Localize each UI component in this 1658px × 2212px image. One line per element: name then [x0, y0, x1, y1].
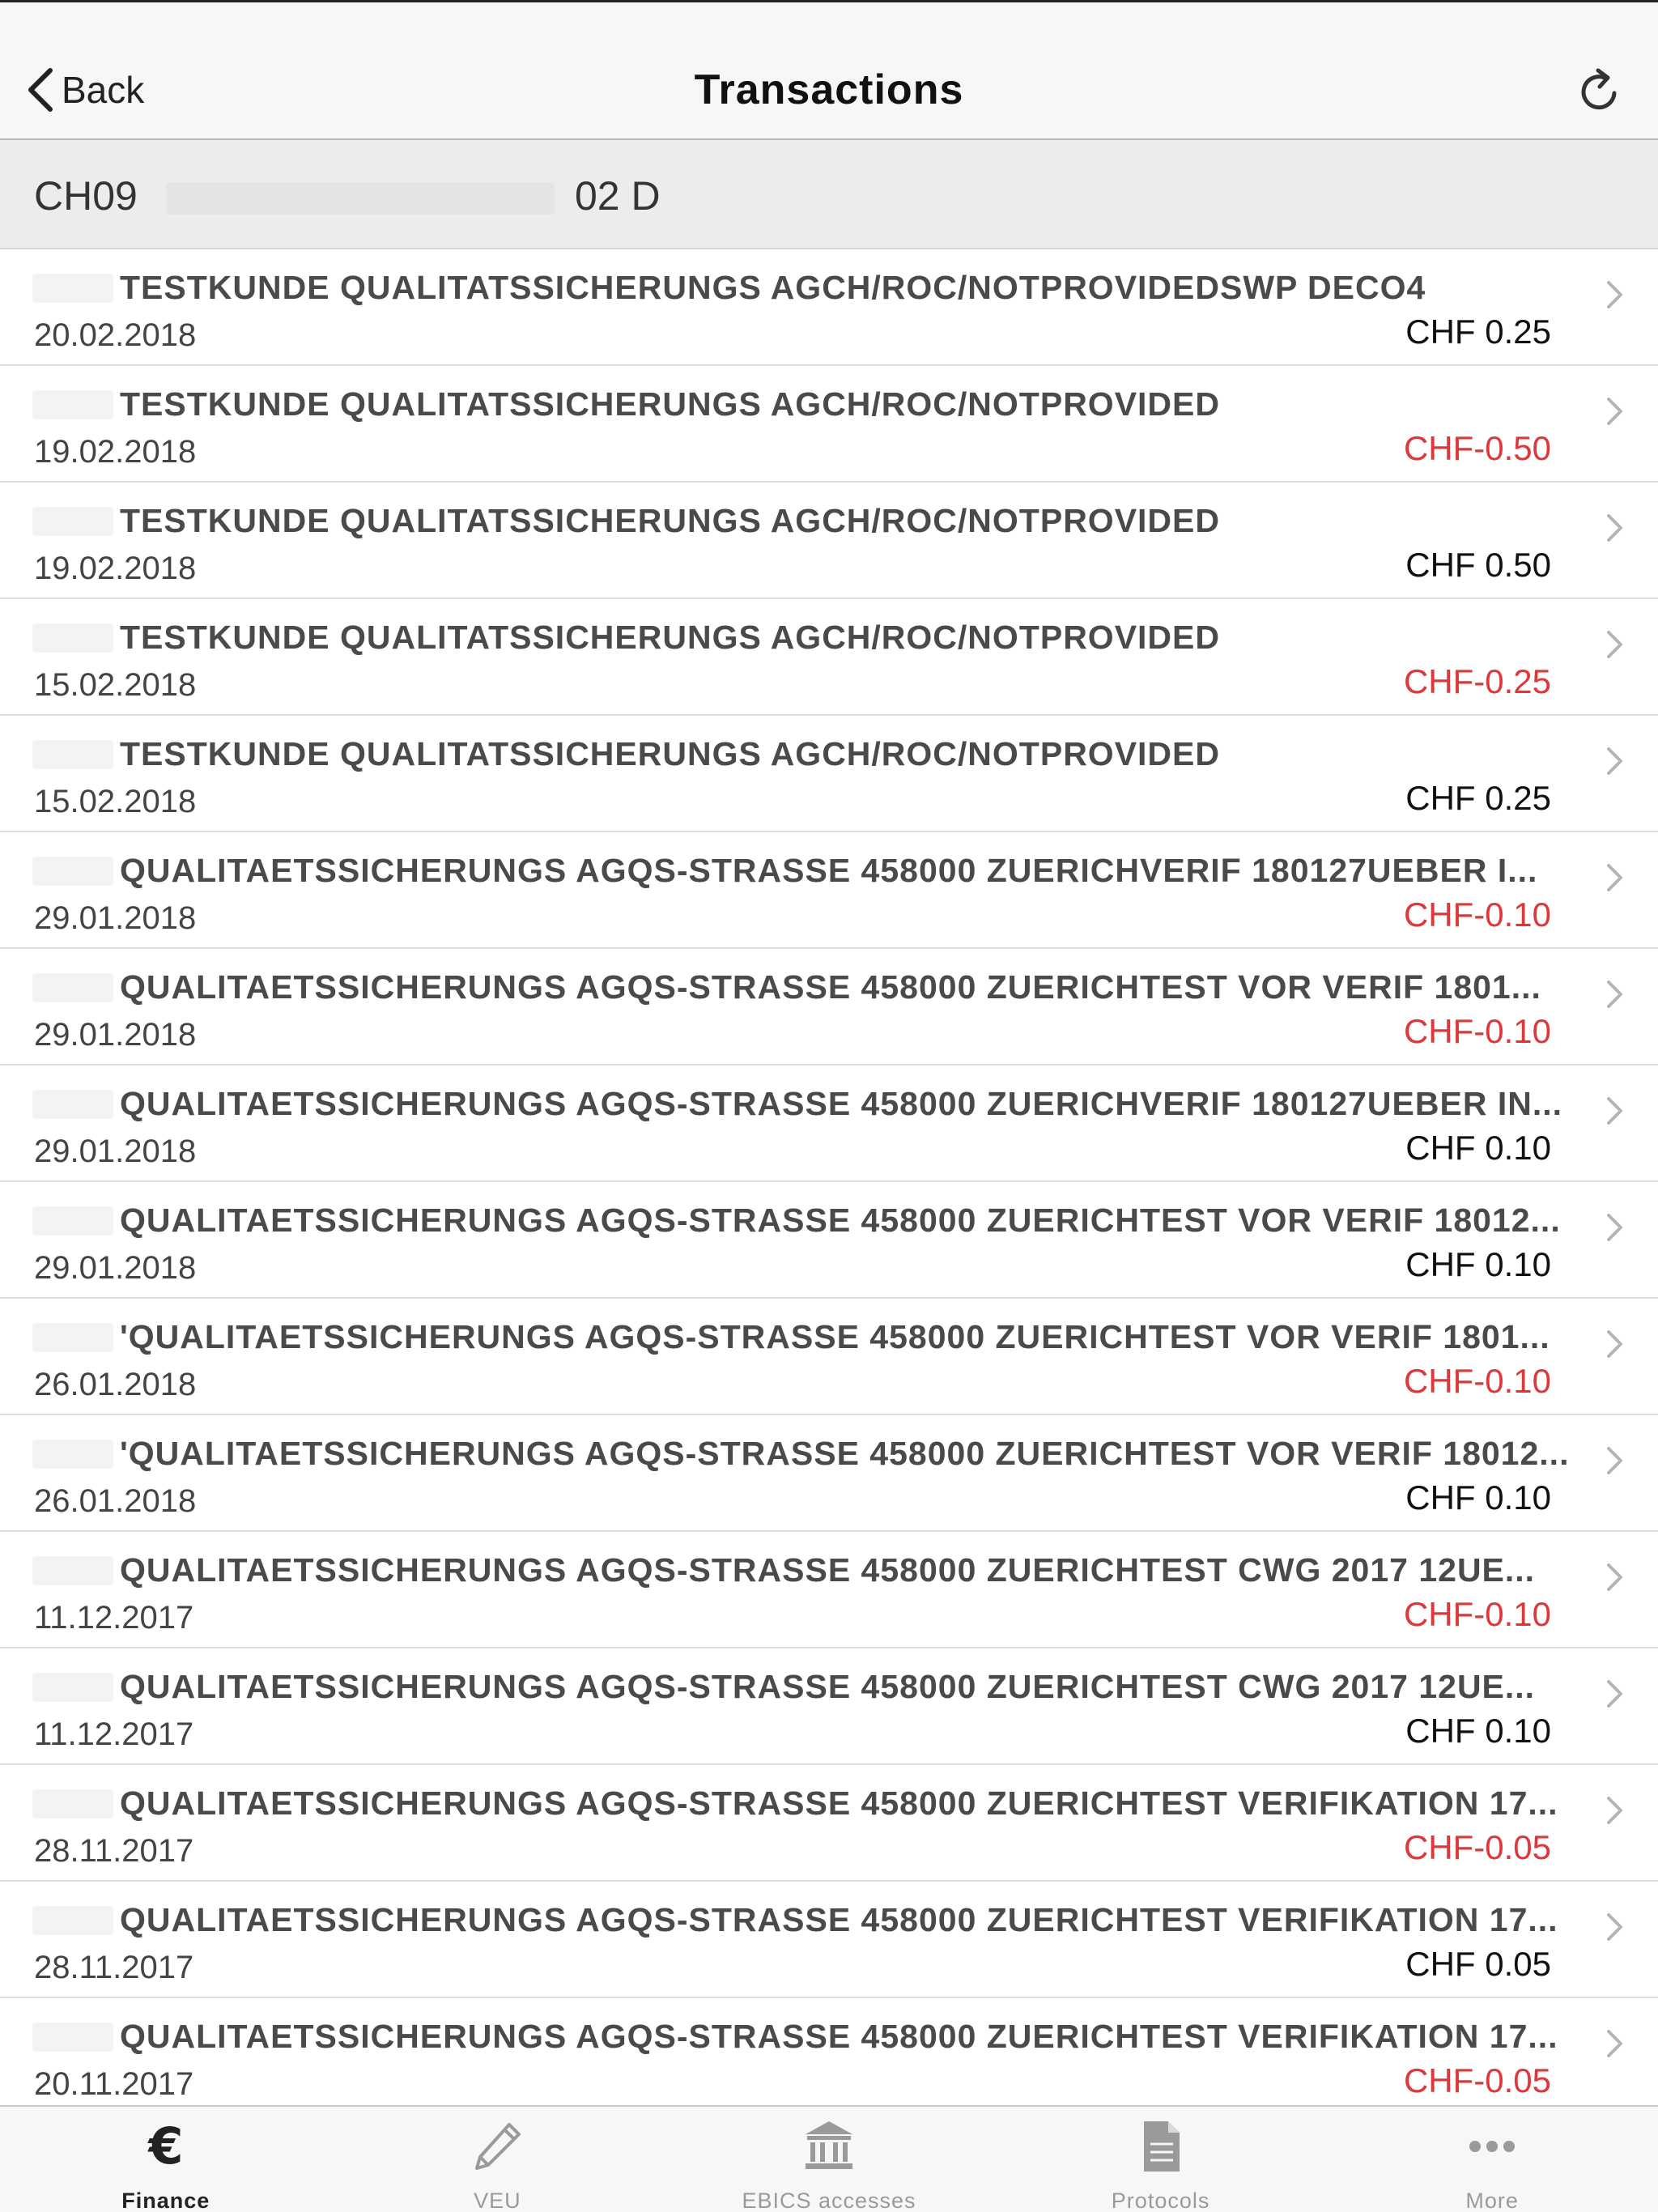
chevron-right-icon	[1605, 512, 1626, 544]
transaction-row[interactable]	[0, 366, 1658, 483]
transaction-amount: CHF-0.10	[1403, 1595, 1551, 1633]
tab-label: Finance	[121, 2189, 210, 2212]
transaction-row[interactable]	[0, 1182, 1658, 1299]
transaction-description: QUALITAETSSICHERUNGS AGQS-STRASSE 458000 ZUERICHTEST VOR VERIF 18012...	[120, 1202, 1561, 1239]
transaction-date: 29.01.2018	[34, 1017, 197, 1053]
transaction-row[interactable]	[0, 949, 1658, 1066]
transaction-row[interactable]	[0, 483, 1658, 599]
chevron-right-icon	[1605, 1444, 1626, 1477]
transaction-description: QUALITAETSSICHERUNGS AGQS-STRASSE 458000 ZUERICHVERIF 180127UEBER IN...	[120, 1085, 1563, 1122]
transaction-amount: CHF 0.10	[1405, 1478, 1551, 1516]
chevron-right-icon	[1605, 861, 1626, 894]
pencil-icon	[469, 2118, 525, 2179]
tab-bar	[0, 2105, 1658, 2212]
bank-icon	[801, 2118, 857, 2179]
transaction-date: 26.01.2018	[34, 1483, 197, 1519]
refresh-icon[interactable]	[1574, 66, 1626, 117]
tab-label: Protocols	[1111, 2189, 1210, 2212]
transaction-description: TESTKUNDE QUALITATSSICHERUNGS AGCH/ROC/NOTPROVIDEDSWP DECO4	[120, 269, 1426, 306]
chevron-right-icon	[1605, 1678, 1626, 1710]
chevron-right-icon	[1605, 1911, 1626, 1943]
navigation-bar	[0, 0, 1658, 140]
document-icon	[1133, 2118, 1189, 2179]
transaction-description: 'QUALITAETSSICHERUNGS AGQS-STRASSE 458000 ZUERICHTEST VOR VERIF 1801...	[120, 1318, 1550, 1355]
transaction-amount: CHF 0.10	[1405, 1712, 1551, 1750]
transaction-date: 26.01.2018	[34, 1367, 197, 1402]
chevron-right-icon	[1605, 1095, 1626, 1127]
transaction-description: TESTKUNDE QUALITATSSICHERUNGS AGCH/ROC/NOTPROVIDED	[120, 385, 1220, 423]
redacted-prefix	[32, 1789, 113, 1819]
redacted-prefix	[32, 740, 113, 769]
chevron-right-icon	[1605, 1794, 1626, 1827]
transaction-amount: CHF 0.50	[1405, 546, 1551, 584]
account-iban-suffix: 02 D	[575, 173, 661, 219]
transaction-row[interactable]	[0, 1648, 1658, 1765]
transaction-description: QUALITAETSSICHERUNGS AGQS-STRASSE 458000 ZUERICHTEST VERIFIKATION 17...	[120, 1784, 1558, 1822]
back-label: Back	[62, 69, 145, 111]
tab-more[interactable]	[1326, 2107, 1658, 2212]
transaction-row[interactable]	[0, 1882, 1658, 1998]
account-iban-prefix: CH09	[34, 173, 138, 219]
transaction-description: QUALITAETSSICHERUNGS AGQS-STRASSE 458000 ZUERICHTEST VOR VERIF 1801...	[120, 968, 1541, 1006]
transaction-date: 11.12.2017	[34, 1716, 194, 1752]
chevron-right-icon	[1605, 628, 1626, 661]
transaction-amount: CHF-0.10	[1403, 895, 1551, 934]
transaction-amount: CHF-0.05	[1403, 1828, 1551, 1866]
transaction-date: 29.01.2018	[34, 900, 197, 936]
transaction-row[interactable]	[0, 1765, 1658, 1882]
transaction-date: 11.12.2017	[34, 1600, 194, 1636]
transaction-description: QUALITAETSSICHERUNGS AGQS-STRASSE 458000 ZUERICHTEST VERIFIKATION 17...	[120, 2018, 1558, 2055]
redacted-prefix	[32, 623, 113, 653]
transaction-row[interactable]	[0, 1532, 1658, 1648]
transaction-row[interactable]	[0, 716, 1658, 832]
transaction-description: TESTKUNDE QUALITATSSICHERUNGS AGCH/ROC/NOTPROVIDED	[120, 502, 1220, 539]
transaction-date: 29.01.2018	[34, 1250, 197, 1286]
transaction-description: QUALITAETSSICHERUNGS AGQS-STRASSE 458000 ZUERICHTEST CWG 2017 12UE...	[120, 1668, 1536, 1705]
chevron-right-icon	[1605, 279, 1626, 311]
transaction-amount: CHF-0.05	[1403, 2061, 1551, 2099]
redacted-prefix	[32, 507, 113, 536]
page-title: Transactions	[694, 66, 964, 113]
account-header	[0, 140, 1658, 249]
transaction-amount: CHF 0.25	[1405, 313, 1551, 351]
chevron-right-icon	[1605, 1561, 1626, 1593]
redacted-prefix	[32, 1206, 113, 1236]
redacted-prefix	[32, 1906, 113, 1935]
transaction-amount: CHF-0.10	[1403, 1362, 1551, 1400]
redacted-prefix	[32, 857, 113, 886]
transaction-date: 15.02.2018	[34, 784, 197, 819]
tab-label: More	[1465, 2189, 1519, 2212]
transaction-amount: CHF-0.50	[1403, 429, 1551, 467]
transaction-description: 'QUALITAETSSICHERUNGS AGQS-STRASSE 458000 ZUERICHTEST VOR VERIF 18012...	[120, 1435, 1570, 1472]
transaction-row[interactable]	[0, 1299, 1658, 1415]
transaction-amount: CHF 0.05	[1405, 1945, 1551, 1983]
redacted-prefix	[32, 1440, 113, 1469]
transaction-date: 19.02.2018	[34, 551, 197, 586]
chevron-right-icon	[1605, 2027, 1626, 2060]
transaction-row[interactable]	[0, 1415, 1658, 1532]
transaction-date: 20.02.2018	[34, 317, 197, 353]
redacted-prefix	[32, 1090, 113, 1119]
transaction-amount: CHF 0.10	[1405, 1245, 1551, 1283]
redacted-prefix	[32, 1673, 113, 1702]
transaction-description: QUALITAETSSICHERUNGS AGQS-STRASSE 458000 ZUERICHTEST VERIFIKATION 17...	[120, 1901, 1558, 1938]
chevron-right-icon	[1605, 745, 1626, 777]
transaction-list	[0, 249, 1658, 2105]
redacted-prefix	[32, 1323, 113, 1352]
account-iban-redacted	[166, 182, 555, 215]
tab-label: VEU	[474, 2189, 521, 2212]
transaction-date: 19.02.2018	[34, 434, 197, 470]
transaction-amount: CHF-0.10	[1403, 1012, 1551, 1050]
tab-protocols[interactable]	[995, 2107, 1327, 2212]
transaction-description: QUALITAETSSICHERUNGS AGQS-STRASSE 458000 ZUERICHTEST CWG 2017 12UE...	[120, 1551, 1536, 1589]
tab-label: EBICS accesses	[742, 2189, 916, 2212]
chevron-right-icon	[1605, 978, 1626, 1010]
transaction-date: 15.02.2018	[34, 667, 197, 703]
redacted-prefix	[32, 390, 113, 419]
tab-ebics-accesses[interactable]	[663, 2107, 995, 2212]
euro-icon	[138, 2118, 194, 2179]
chevron-right-icon	[1605, 1328, 1626, 1360]
transaction-date: 29.01.2018	[34, 1134, 197, 1169]
transaction-description: QUALITAETSSICHERUNGS AGQS-STRASSE 458000 ZUERICHVERIF 180127UEBER I...	[120, 852, 1538, 889]
transaction-row[interactable]	[0, 599, 1658, 716]
redacted-prefix	[32, 973, 113, 1002]
transaction-date: 28.11.2017	[34, 1950, 194, 1985]
transaction-date: 20.11.2017	[34, 2066, 194, 2102]
transaction-row[interactable]	[0, 832, 1658, 949]
transaction-row[interactable]	[0, 1066, 1658, 1182]
transaction-row[interactable]	[0, 249, 1658, 366]
chevron-right-icon	[1605, 395, 1626, 428]
tab-veu[interactable]	[332, 2107, 664, 2212]
more-icon	[1464, 2118, 1520, 2179]
transaction-description: TESTKUNDE QUALITATSSICHERUNGS AGCH/ROC/NOTPROVIDED	[120, 735, 1220, 772]
transaction-amount: CHF 0.10	[1405, 1129, 1551, 1167]
tab-finance[interactable]	[0, 2107, 332, 2212]
redacted-prefix	[32, 274, 113, 303]
transaction-row[interactable]	[0, 1998, 1658, 2105]
redacted-prefix	[32, 2023, 113, 2052]
transaction-amount: CHF-0.25	[1403, 662, 1551, 700]
chevron-right-icon	[1605, 1211, 1626, 1244]
transaction-date: 28.11.2017	[34, 1833, 194, 1869]
transaction-description: TESTKUNDE QUALITATSSICHERUNGS AGCH/ROC/NOTPROVIDED	[120, 619, 1220, 656]
svg-text:€: €	[148, 2118, 184, 2175]
transaction-amount: CHF 0.25	[1405, 779, 1551, 817]
redacted-prefix	[32, 1556, 113, 1585]
